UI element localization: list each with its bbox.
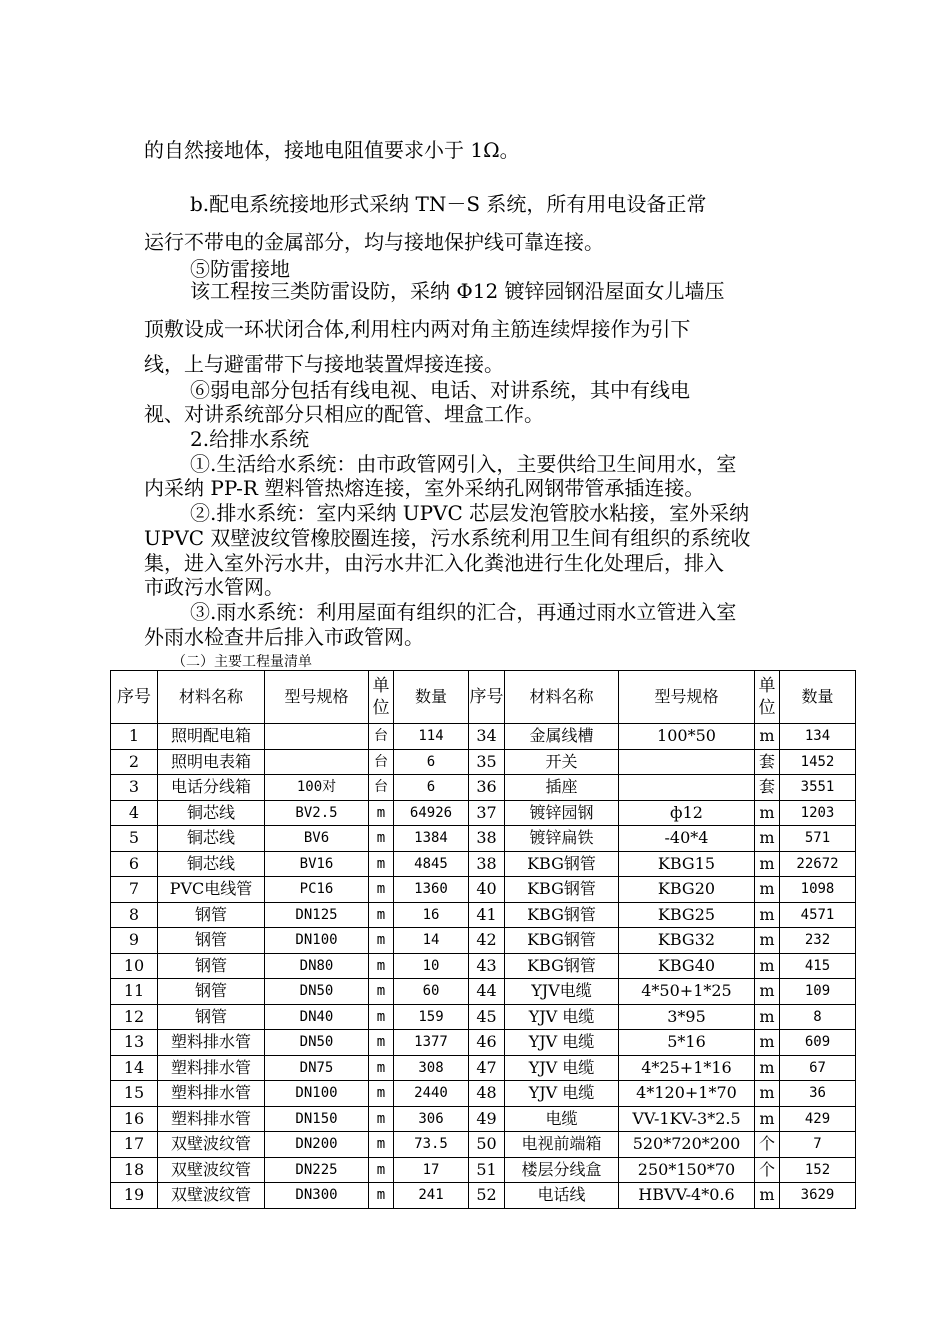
cell-quantity: 1377	[394, 1030, 469, 1056]
paragraph-heading: ⑤防雷接地	[190, 257, 290, 281]
cell-material-name: 塑料排水管	[158, 1081, 265, 1107]
cell-seq: 11	[111, 979, 158, 1005]
cell-spec: DN40	[265, 1004, 369, 1030]
table-row	[111, 1106, 856, 1132]
cell-spec: 520*720*200	[619, 1132, 755, 1158]
cell-material-name: YJV 电缆	[505, 1004, 619, 1030]
cell-unit: m	[369, 1157, 394, 1183]
paragraph-line: 运行不带电的金属部分，均与接地保护线可靠连接。	[144, 230, 604, 254]
cell-material-name: 楼层分线盒	[505, 1157, 619, 1183]
cell-material-name: 铜芯线	[158, 851, 265, 877]
table-row	[111, 1157, 856, 1183]
cell-spec: -40*4	[619, 826, 755, 852]
paragraph-line: 集，进入室外污水井，由污水井汇入化粪池进行生化处理后，排入	[144, 551, 724, 575]
cell-unit: m	[369, 1183, 394, 1209]
cell-unit: m	[369, 1055, 394, 1081]
cell-quantity: 8	[780, 1004, 856, 1030]
cell-quantity: 16	[394, 902, 469, 928]
cell-unit: m	[755, 1183, 780, 1209]
cell-unit: m	[755, 928, 780, 954]
cell-seq: 1	[111, 724, 158, 750]
header-unit: 单位	[755, 671, 780, 724]
table-row	[111, 724, 856, 750]
cell-spec: DN150	[265, 1106, 369, 1132]
cell-quantity: 159	[394, 1004, 469, 1030]
table-row	[111, 1030, 856, 1056]
cell-quantity: 571	[780, 826, 856, 852]
cell-quantity: 109	[780, 979, 856, 1005]
cell-quantity: 232	[780, 928, 856, 954]
paragraph-line: 外雨水检查井后排入市政管网。	[144, 625, 424, 649]
cell-seq: 12	[111, 1004, 158, 1030]
cell-seq: 50	[469, 1132, 505, 1158]
cell-spec	[619, 749, 755, 775]
cell-spec: KBG15	[619, 851, 755, 877]
paragraph-line: 市政污水管网。	[144, 575, 284, 599]
cell-seq: 14	[111, 1055, 158, 1081]
cell-unit: m	[369, 928, 394, 954]
cell-spec: 100*50	[619, 724, 755, 750]
cell-material-name: 电缆	[505, 1106, 619, 1132]
header-quantity: 数量	[780, 671, 856, 724]
cell-unit: m	[755, 851, 780, 877]
cell-quantity: 6	[394, 749, 469, 775]
cell-seq: 17	[111, 1132, 158, 1158]
cell-spec: ф12	[619, 800, 755, 826]
cell-unit: m	[369, 1030, 394, 1056]
table-row	[111, 800, 856, 826]
paragraph-line: 视、对讲系统部分只相应的配管、埋盒工作。	[144, 402, 544, 426]
cell-unit: 个	[755, 1157, 780, 1183]
cell-material-name: 镀锌园钢	[505, 800, 619, 826]
table-row	[111, 1055, 856, 1081]
paragraph-line: UPVC 双壁波纹管橡胶圈连接，污水系统利用卫生间有组织的系统收	[144, 526, 751, 550]
paragraph-heading: 2.给排水系统	[190, 427, 310, 451]
paragraph-line: 顶敷设成一环状闭合体,利用柱内两对角主筋连续焊接作为引下	[144, 317, 691, 341]
cell-spec: DN225	[265, 1157, 369, 1183]
cell-unit: m	[369, 979, 394, 1005]
cell-spec	[265, 749, 369, 775]
cell-material-name: KBG钢管	[505, 928, 619, 954]
cell-spec: PC16	[265, 877, 369, 903]
cell-unit: m	[755, 1081, 780, 1107]
cell-material-name: 电视前端箱	[505, 1132, 619, 1158]
cell-seq: 40	[469, 877, 505, 903]
cell-quantity: 1384	[394, 826, 469, 852]
cell-unit: 台	[369, 724, 394, 750]
cell-material-name: 钢管	[158, 979, 265, 1005]
table-row	[111, 902, 856, 928]
cell-unit: m	[369, 800, 394, 826]
cell-material-name: KBG钢管	[505, 851, 619, 877]
table-row	[111, 1081, 856, 1107]
cell-spec: DN300	[265, 1183, 369, 1209]
cell-quantity: 60	[394, 979, 469, 1005]
table-row	[111, 877, 856, 903]
cell-unit: m	[369, 1081, 394, 1107]
cell-spec: DN50	[265, 979, 369, 1005]
paragraph-line: 线，上与避雷带下与接地装置焊接连接。	[144, 352, 504, 376]
cell-spec: BV16	[265, 851, 369, 877]
cell-unit: m	[369, 877, 394, 903]
cell-material-name: 塑料排水管	[158, 1030, 265, 1056]
cell-material-name: 电话分线箱	[158, 775, 265, 801]
table-row	[111, 851, 856, 877]
cell-material-name: 钢管	[158, 902, 265, 928]
cell-spec: DN200	[265, 1132, 369, 1158]
cell-quantity: 64926	[394, 800, 469, 826]
cell-material-name: YJV 电缆	[505, 1030, 619, 1056]
cell-unit: m	[755, 953, 780, 979]
cell-seq: 8	[111, 902, 158, 928]
cell-unit: m	[369, 1132, 394, 1158]
cell-spec: 250*150*70	[619, 1157, 755, 1183]
paragraph-line: 的自然接地体，接地电阻值要求小于 1Ω。	[144, 138, 520, 162]
cell-seq: 48	[469, 1081, 505, 1107]
cell-quantity: 415	[780, 953, 856, 979]
cell-spec: KBG25	[619, 902, 755, 928]
cell-seq: 34	[469, 724, 505, 750]
cell-material-name: YJV电缆	[505, 979, 619, 1005]
cell-unit: 台	[369, 775, 394, 801]
cell-seq: 18	[111, 1157, 158, 1183]
cell-spec	[619, 775, 755, 801]
paragraph-line: b.配电系统接地形式采纳 TN－S 系统，所有用电设备正常	[190, 192, 707, 216]
paragraph-line: ②.排水系统：室内采纳 UPVC 芯层发泡管胶水粘接，室外采纳	[190, 501, 750, 525]
cell-spec: 5*16	[619, 1030, 755, 1056]
cell-unit: m	[755, 979, 780, 1005]
cell-spec: KBG32	[619, 928, 755, 954]
cell-material-name: 插座	[505, 775, 619, 801]
table-row	[111, 775, 856, 801]
cell-material-name: 塑料排水管	[158, 1055, 265, 1081]
cell-spec: DN50	[265, 1030, 369, 1056]
header-material-name: 材料名称	[505, 671, 619, 724]
cell-quantity: 10	[394, 953, 469, 979]
cell-seq: 19	[111, 1183, 158, 1209]
cell-spec: 4*50+1*25	[619, 979, 755, 1005]
cell-seq: 44	[469, 979, 505, 1005]
cell-unit: m	[755, 800, 780, 826]
cell-unit: m	[369, 826, 394, 852]
cell-material-name: 照明配电箱	[158, 724, 265, 750]
cell-quantity: 1203	[780, 800, 856, 826]
table-row	[111, 1004, 856, 1030]
cell-unit: 个	[755, 1132, 780, 1158]
cell-spec: 3*95	[619, 1004, 755, 1030]
cell-quantity: 67	[780, 1055, 856, 1081]
cell-quantity: 3629	[780, 1183, 856, 1209]
cell-seq: 36	[469, 775, 505, 801]
header-unit: 单位	[369, 671, 394, 724]
cell-unit: m	[755, 902, 780, 928]
cell-seq: 47	[469, 1055, 505, 1081]
table-row	[111, 826, 856, 852]
cell-seq: 41	[469, 902, 505, 928]
cell-material-name: 双壁波纹管	[158, 1157, 265, 1183]
cell-material-name: PVC电线管	[158, 877, 265, 903]
cell-seq: 52	[469, 1183, 505, 1209]
cell-quantity: 36	[780, 1081, 856, 1107]
cell-quantity: 14	[394, 928, 469, 954]
cell-unit: m	[369, 902, 394, 928]
cell-seq: 37	[469, 800, 505, 826]
cell-seq: 10	[111, 953, 158, 979]
cell-material-name: 钢管	[158, 1004, 265, 1030]
header-spec: 型号规格	[619, 671, 755, 724]
cell-quantity: 17	[394, 1157, 469, 1183]
cell-quantity: 6	[394, 775, 469, 801]
cell-unit: m	[755, 1030, 780, 1056]
cell-quantity: 134	[780, 724, 856, 750]
cell-seq: 51	[469, 1157, 505, 1183]
quantity-table	[110, 670, 856, 1209]
table-row	[111, 928, 856, 954]
cell-quantity: 2440	[394, 1081, 469, 1107]
cell-material-name: 铜芯线	[158, 800, 265, 826]
cell-unit: m	[755, 1106, 780, 1132]
header-seq: 序号	[111, 671, 158, 724]
table-row	[111, 1132, 856, 1158]
cell-spec: VV-1KV-3*2.5	[619, 1106, 755, 1132]
cell-seq: 43	[469, 953, 505, 979]
cell-spec: KBG40	[619, 953, 755, 979]
cell-unit: m	[755, 724, 780, 750]
paragraph-line: ①.生活给水系统：由市政管网引入，主要供给卫生间用水，室	[190, 452, 737, 476]
cell-spec: 4*120+1*70	[619, 1081, 755, 1107]
cell-seq: 16	[111, 1106, 158, 1132]
cell-spec: 100对	[265, 775, 369, 801]
cell-material-name: KBG钢管	[505, 902, 619, 928]
cell-quantity: 1098	[780, 877, 856, 903]
paragraph-line: 内采纳 PP-R 塑料管热熔连接，室外采纳孔网钢带管承插连接。	[144, 476, 705, 500]
cell-quantity: 4571	[780, 902, 856, 928]
cell-quantity: 114	[394, 724, 469, 750]
cell-material-name: 金属线槽	[505, 724, 619, 750]
header-material-name: 材料名称	[158, 671, 265, 724]
cell-quantity: 609	[780, 1030, 856, 1056]
cell-spec: DN75	[265, 1055, 369, 1081]
cell-material-name: KBG钢管	[505, 953, 619, 979]
table-row	[111, 749, 856, 775]
cell-seq: 38	[469, 851, 505, 877]
cell-quantity: 7	[780, 1132, 856, 1158]
table-header-row	[111, 671, 856, 724]
cell-seq: 4	[111, 800, 158, 826]
cell-unit: m	[369, 851, 394, 877]
cell-material-name: 双壁波纹管	[158, 1132, 265, 1158]
cell-material-name: YJV 电缆	[505, 1055, 619, 1081]
cell-seq: 45	[469, 1004, 505, 1030]
cell-seq: 3	[111, 775, 158, 801]
cell-seq: 38	[469, 826, 505, 852]
paragraph-line: ⑥弱电部分包括有线电视、电话、对讲系统，其中有线电	[190, 378, 690, 402]
cell-unit: m	[755, 1004, 780, 1030]
cell-seq: 6	[111, 851, 158, 877]
cell-unit: 套	[755, 749, 780, 775]
cell-quantity: 4845	[394, 851, 469, 877]
cell-spec: 4*25+1*16	[619, 1055, 755, 1081]
cell-spec: BV2.5	[265, 800, 369, 826]
cell-spec: DN80	[265, 953, 369, 979]
paragraph-line: 该工程按三类防雷设防，采纳 Φ12 镀锌园钢沿屋面女儿墙压	[190, 279, 725, 303]
cell-quantity: 152	[780, 1157, 856, 1183]
cell-material-name: 电话线	[505, 1183, 619, 1209]
cell-seq: 7	[111, 877, 158, 903]
cell-material-name: 开关	[505, 749, 619, 775]
cell-seq: 49	[469, 1106, 505, 1132]
cell-material-name: YJV 电缆	[505, 1081, 619, 1107]
cell-quantity: 306	[394, 1106, 469, 1132]
cell-unit: m	[369, 1106, 394, 1132]
paragraph-line: ③.雨水系统：利用屋面有组织的汇合，再通过雨水立管进入室	[190, 600, 737, 624]
cell-quantity: 22672	[780, 851, 856, 877]
table-row	[111, 953, 856, 979]
cell-quantity: 73.5	[394, 1132, 469, 1158]
cell-material-name: 照明电表箱	[158, 749, 265, 775]
header-spec: 型号规格	[265, 671, 369, 724]
cell-spec: HBVV-4*0.6	[619, 1183, 755, 1209]
cell-quantity: 241	[394, 1183, 469, 1209]
cell-spec	[265, 724, 369, 750]
cell-quantity: 1452	[780, 749, 856, 775]
table-row	[111, 979, 856, 1005]
cell-seq: 15	[111, 1081, 158, 1107]
header-seq: 序号	[469, 671, 505, 724]
table-row	[111, 1183, 856, 1209]
cell-seq: 35	[469, 749, 505, 775]
cell-material-name: 塑料排水管	[158, 1106, 265, 1132]
cell-seq: 42	[469, 928, 505, 954]
cell-spec: DN100	[265, 1081, 369, 1107]
cell-material-name: 镀锌扁铁	[505, 826, 619, 852]
cell-spec: BV6	[265, 826, 369, 852]
cell-quantity: 429	[780, 1106, 856, 1132]
cell-seq: 46	[469, 1030, 505, 1056]
cell-material-name: 铜芯线	[158, 826, 265, 852]
cell-unit: m	[369, 953, 394, 979]
cell-unit: m	[755, 1055, 780, 1081]
cell-seq: 2	[111, 749, 158, 775]
cell-material-name: KBG钢管	[505, 877, 619, 903]
cell-unit: m	[755, 877, 780, 903]
cell-material-name: 钢管	[158, 928, 265, 954]
cell-quantity: 1360	[394, 877, 469, 903]
cell-spec: DN100	[265, 928, 369, 954]
cell-unit: 套	[755, 775, 780, 801]
header-quantity: 数量	[394, 671, 469, 724]
cell-spec: KBG20	[619, 877, 755, 903]
cell-seq: 9	[111, 928, 158, 954]
table-caption: （二）主要工程量清单	[172, 654, 312, 670]
cell-seq: 5	[111, 826, 158, 852]
cell-quantity: 3551	[780, 775, 856, 801]
cell-unit: 台	[369, 749, 394, 775]
cell-material-name: 钢管	[158, 953, 265, 979]
cell-quantity: 308	[394, 1055, 469, 1081]
cell-material-name: 双壁波纹管	[158, 1183, 265, 1209]
cell-spec: DN125	[265, 902, 369, 928]
cell-unit: m	[755, 826, 780, 852]
cell-seq: 13	[111, 1030, 158, 1056]
cell-unit: m	[369, 1004, 394, 1030]
